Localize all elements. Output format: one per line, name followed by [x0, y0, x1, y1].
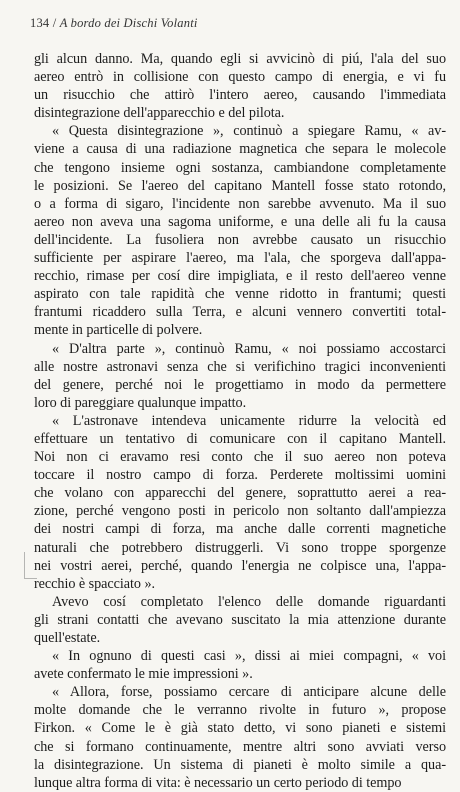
paragraph [34, 647, 446, 683]
header-separator: / [52, 16, 57, 30]
text-line: alle nostre astronavi senza che si verifichino tragici inconvenienti [34, 358, 446, 375]
paragraph [34, 340, 446, 412]
text-line: quell'estate. [34, 630, 101, 646]
paragraph [34, 683, 446, 792]
text-line: gli alcun danno. Ma, quando egli si avvicinò di piú, l'ala del suo [34, 51, 446, 67]
text-line: « D'altra parte », continuò Ramu, « noi possiamo accostarci [52, 340, 446, 357]
text-line: viene a causa di una radiazione magnetica che separa le molecole [34, 141, 446, 158]
text-line: dell'incidente. La fusoliera non avrebbe causato un risucchio [34, 231, 446, 248]
text-line: loro di pareggiare qualunque impatto. [34, 394, 247, 411]
text-line: che volano con apparecchi del genere, soprattutto aerei a rea- [34, 485, 446, 502]
text-line: Avevo cosí completato l'elenco delle domande riguardanti [52, 593, 446, 610]
text-line: recchio è spacciato ». [34, 575, 156, 592]
text-line: la disintegrazione. Un sistema di pianeti è molto simile a qua- [34, 756, 446, 773]
paragraph [34, 122, 446, 339]
text-line: nei vostri aerei, perché, quando l'energia ne colpisce una, l'appa- [34, 557, 446, 574]
text-line: toccare il nostro campo di forza. Perderete moltissimi uomini [34, 467, 446, 484]
text-line: gli strani contatti che avevano suscitato la mia attenzione durante [34, 611, 446, 628]
text-line: lunque altra forma di vita: è necessario un certo periodo di tempo [34, 774, 402, 791]
text-line: disintegrazione dell'apparecchio e del pilota. [34, 105, 285, 122]
running-header [30, 16, 198, 31]
text-line: aspirato con tale rapidità che venne ridotto in frantumi; questi [34, 286, 446, 303]
text-line: che tengono insieme ogni sostanza, cambiandone completamente [34, 159, 446, 176]
text-line: naturali che potrebbero distruggerli. Vi sono troppe sporgenze [34, 539, 446, 556]
text-line: « L'astronave intendeva unicamente ridurre la velocità ed [52, 412, 446, 429]
text-line: mente in particelle di polvere. [34, 322, 203, 339]
text-line: zione, perché vengono posti in pericolo non soltanto dall'ampiezza [34, 503, 446, 520]
text-line: aereo entrò in collisione con questo campo di energia, e vi fu [34, 69, 446, 86]
body-text [34, 50, 446, 792]
text-line: dei nostri campi di forza, ma anche dalle correnti magnetiche [34, 521, 446, 538]
text-line: sufficiente per aspirare l'aereo, ma l'ala, che sporgeva dall'appa- [34, 250, 446, 267]
paragraph [34, 593, 446, 647]
page-number: 134 [30, 16, 50, 30]
text-line: « Allora, forse, possiamo cercare di anticipare alcune delle [52, 684, 446, 701]
running-title: A bordo dei Dischi Volanti [59, 16, 198, 30]
text-line: del genere, perché noi le progettiamo in modo da permettere [34, 376, 446, 393]
text-line: Noi non ci eravamo resi conto che il suo aereo non poteva [34, 449, 446, 466]
text-line: Firkon. « Come le è già stato detto, vi sono pianeti e sistemi [34, 720, 446, 737]
text-line: che si formano continuamente, mentre altri sono avviati verso [34, 738, 446, 755]
text-line: o a forma di sigaro, l'incidente non sarebbe avvenuto. Ma il suo [34, 195, 446, 212]
text-line: aereo non aveva una sagoma uniforme, e una delle ali fu la causa [34, 213, 446, 230]
paragraph [34, 412, 446, 593]
paragraph [34, 50, 446, 122]
text-line: recchio, rimase per cosí dire impigliata, e il resto dell'aereo venne [34, 268, 446, 285]
text-line: avete confermato le mie impressioni ». [34, 666, 253, 683]
text-line: effettuare un tentativo di comunicare con il capitano Mantell. [34, 430, 446, 447]
text-line: frantumi ricaddero sulla Terra, e alcuni vennero convertiti total- [34, 304, 446, 321]
text-line: molte domande che le verranno rivolte in futuro », propose [34, 702, 446, 719]
text-line: un risucchio che attirò l'intero aereo, causando l'immediata [34, 87, 446, 104]
text-line: « In ognuno di questi casi », dissi ai miei compagni, « voi [52, 648, 446, 665]
text-line: « Questa disintegrazione », continuò a spiegare Ramu, « av- [52, 123, 446, 140]
text-line: le posizioni. Se l'aereo del capitano Mantell fosse stato rotondo, [34, 177, 446, 194]
